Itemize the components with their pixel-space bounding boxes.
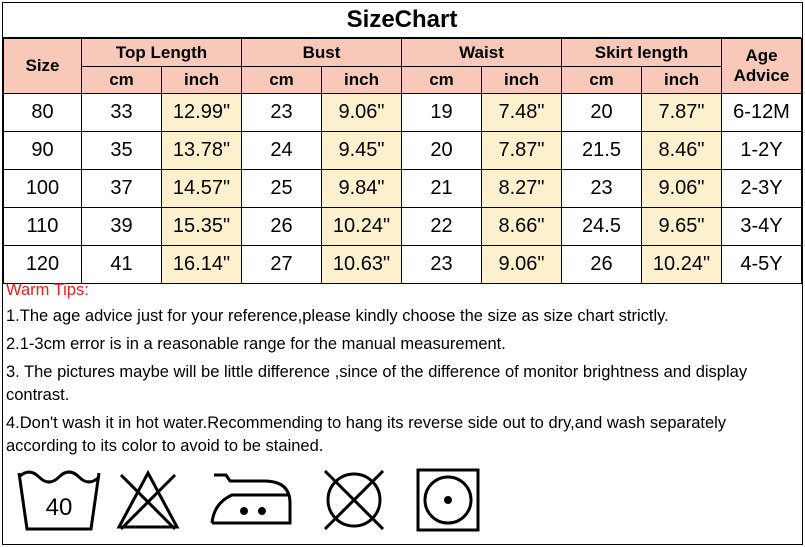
size-cell: 100 <box>4 170 82 208</box>
header-unit-inch: inch <box>642 67 722 94</box>
table-row <box>4 170 802 208</box>
bust-inch: 9.06" <box>322 94 402 132</box>
header-unit-cm: cm <box>402 67 482 94</box>
warm-tips-heading: Warm Tips: <box>6 281 89 299</box>
skirt-length-inch: 10.24" <box>642 246 722 284</box>
top-length-inch: 14.57" <box>162 170 242 208</box>
top-length-inch: 12.99" <box>162 94 242 132</box>
care-icons <box>3 459 801 545</box>
header-waist: Waist <box>402 39 562 67</box>
bust-inch: 9.45" <box>322 132 402 170</box>
tip-item: 3. The pictures maybe will be little difference ,since of the difference of monitor brightness and display contrast. <box>6 363 748 404</box>
header-bust: Bust <box>242 39 402 67</box>
waist-inch: 9.06" <box>482 246 562 284</box>
size-cell: 110 <box>4 208 82 246</box>
bust-cm: 27 <box>242 246 322 284</box>
do-not-bleach-icon <box>115 467 181 533</box>
top-length-cm: 37 <box>82 170 162 208</box>
waist-inch: 7.87" <box>482 132 562 170</box>
header-unit-inch: inch <box>482 67 562 94</box>
warm-tips <box>6 279 798 463</box>
bust-cm: 25 <box>242 170 322 208</box>
header-unit-cm: cm <box>242 67 322 94</box>
iron-medium-icon <box>206 467 296 533</box>
header-top-length: Top Length <box>82 39 242 67</box>
waist-inch: 8.66" <box>482 208 562 246</box>
waist-cm: 19 <box>402 94 482 132</box>
header-unit-inch: inch <box>162 67 242 94</box>
skirt-length-cm: 20 <box>562 94 642 132</box>
size-cell: 90 <box>4 132 82 170</box>
tip-item: 2.1-3cm error is in a reasonable range for the manual measurement. <box>6 335 506 353</box>
bust-cm: 24 <box>242 132 322 170</box>
header-age-line1: Age <box>745 46 778 66</box>
age-advice: 1-2Y <box>722 132 802 170</box>
do-not-dry-clean-icon <box>319 467 389 533</box>
skirt-length-cm: 26 <box>562 246 642 284</box>
table-row <box>4 94 802 132</box>
table-row <box>4 246 802 284</box>
tip-item: 4.Don't wash it in hot water.Recommending to hang its reverse side out to dry,and wash separately according to its color to avoid to be stained. <box>6 414 727 455</box>
top-length-cm: 41 <box>82 246 162 284</box>
top-length-cm: 35 <box>82 132 162 170</box>
top-length-inch: 16.14" <box>162 246 242 284</box>
skirt-length-inch: 9.65" <box>642 208 722 246</box>
age-advice: 6-12M <box>722 94 802 132</box>
header-size: Size <box>4 39 82 94</box>
skirt-length-cm: 23 <box>562 170 642 208</box>
top-length-cm: 39 <box>82 208 162 246</box>
age-advice: 4-5Y <box>722 246 802 284</box>
table-row <box>4 208 802 246</box>
bust-cm: 23 <box>242 94 322 132</box>
skirt-length-inch: 8.46" <box>642 132 722 170</box>
skirt-length-cm: 24.5 <box>562 208 642 246</box>
waist-cm: 23 <box>402 246 482 284</box>
waist-cm: 20 <box>402 132 482 170</box>
tumble-dry-icon <box>415 467 481 533</box>
waist-cm: 22 <box>402 208 482 246</box>
wash-temp: 40 <box>45 494 73 521</box>
waist-inch: 8.27" <box>482 170 562 208</box>
waist-cm: 21 <box>402 170 482 208</box>
skirt-length-cm: 21.5 <box>562 132 642 170</box>
header-unit-cm: cm <box>82 67 162 94</box>
size-chart-frame <box>2 2 803 545</box>
size-cell: 120 <box>4 246 82 284</box>
size-table <box>3 38 802 284</box>
skirt-length-inch: 9.06" <box>642 170 722 208</box>
header-unit-cm: cm <box>562 67 642 94</box>
table-row <box>4 132 802 170</box>
top-length-cm: 33 <box>82 94 162 132</box>
bust-inch: 10.63" <box>322 246 402 284</box>
size-cell: 80 <box>4 94 82 132</box>
header-age-line2: Advice <box>733 66 790 85</box>
age-advice: 3-4Y <box>722 208 802 246</box>
bust-inch: 10.24" <box>322 208 402 246</box>
top-length-inch: 13.78" <box>162 132 242 170</box>
chart-title: SizeChart <box>3 3 801 38</box>
bust-inch: 9.84" <box>322 170 402 208</box>
header-age-advice <box>722 39 802 94</box>
header-skirt-length: Skirt length <box>562 39 722 67</box>
top-length-inch: 15.35" <box>162 208 242 246</box>
skirt-length-inch: 7.87" <box>642 94 722 132</box>
tip-item: 1.The age advice just for your reference,please kindly choose the size as size chart strictly. <box>6 307 669 325</box>
wash-40-icon <box>17 467 101 533</box>
header-unit-inch: inch <box>322 67 402 94</box>
age-advice: 2-3Y <box>722 170 802 208</box>
waist-inch: 7.48" <box>482 94 562 132</box>
bust-cm: 26 <box>242 208 322 246</box>
